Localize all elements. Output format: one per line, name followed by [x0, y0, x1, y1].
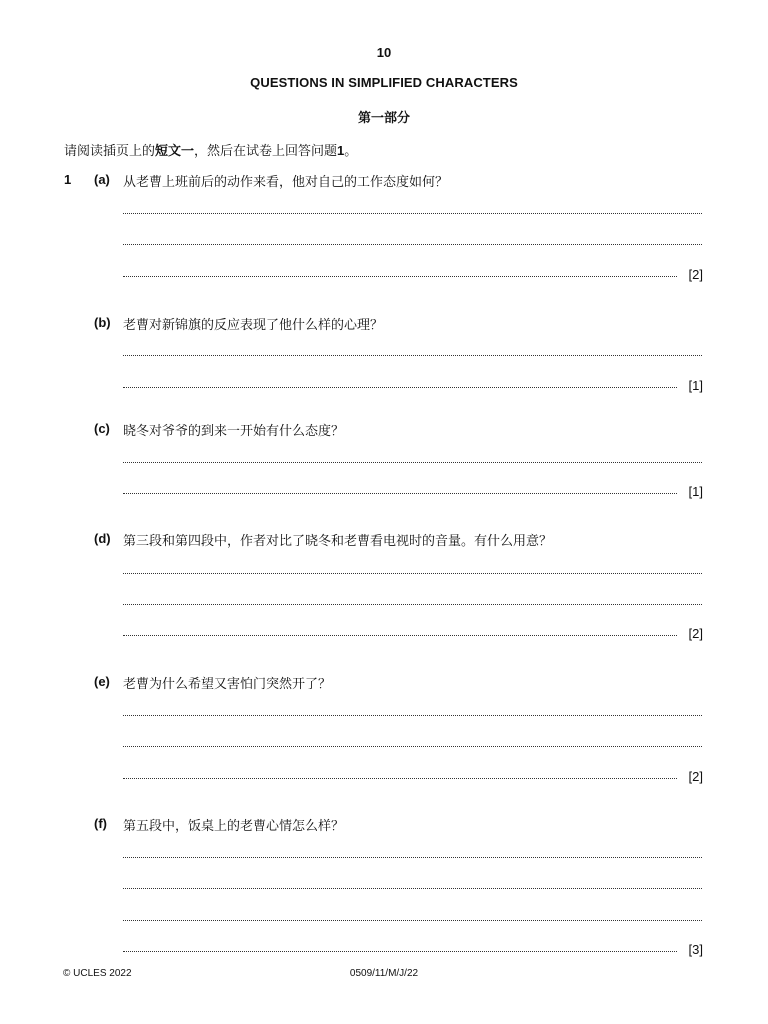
answer-line-c2[interactable]	[123, 493, 677, 494]
answer-line-d1[interactable]	[123, 573, 702, 574]
answer-line-a1[interactable]	[123, 213, 702, 214]
marks-c: [1]	[688, 484, 703, 499]
part-question-f: 第五段中，饭桌上的老曹心情怎么样？	[123, 819, 345, 834]
footer-paper-code: 0509/11/M/J/22	[349, 968, 419, 979]
marks-a: [2]	[688, 267, 703, 282]
answer-line-d3[interactable]	[123, 635, 677, 636]
instruction-passage-name: 短文一	[155, 144, 195, 159]
part-label-d: (d)	[94, 531, 111, 546]
answer-line-d2[interactable]	[123, 604, 702, 605]
question-number: 1	[64, 172, 72, 187]
part-question-d: 第三段和第四段中，作者对比了晓冬和老曹看电视时的音量。有什么用意？	[123, 534, 553, 549]
part-label-f: (f)	[94, 816, 107, 831]
answer-line-e1[interactable]	[123, 715, 702, 716]
footer-copyright: © UCLES 2022	[63, 968, 132, 979]
part-label-c: (c)	[94, 421, 110, 436]
answer-line-b2[interactable]	[123, 387, 677, 388]
answer-line-f3[interactable]	[123, 920, 702, 921]
instruction	[64, 140, 357, 159]
answer-line-a2[interactable]	[123, 244, 702, 245]
answer-line-f4[interactable]	[123, 951, 677, 952]
instruction-text: 请阅读插页上的	[64, 144, 156, 159]
answer-line-f2[interactable]	[123, 888, 702, 889]
instruction-question-number: 1	[337, 143, 345, 158]
part-label-a: (a)	[94, 172, 110, 187]
part-question-b: 老曹对新锦旗的反应表现了他什么样的心理？	[123, 318, 384, 333]
part-question-c: 晓冬对爷爷的到来一开始有什么态度？	[123, 424, 345, 439]
part-label-b: (b)	[94, 315, 111, 330]
answer-line-e2[interactable]	[123, 746, 702, 747]
answer-line-e3[interactable]	[123, 778, 677, 779]
page-number: 10	[376, 45, 392, 60]
answer-line-b1[interactable]	[123, 355, 702, 356]
marks-f: [3]	[688, 942, 703, 957]
marks-d: [2]	[688, 626, 703, 641]
part-question-e: 老曹为什么希望又害怕门突然开了？	[123, 677, 332, 692]
part-label-e: (e)	[94, 674, 110, 689]
part-question-a: 从老曹上班前后的动作来看，他对自己的工作态度如何？	[123, 175, 449, 190]
page-heading: QUESTIONS IN SIMPLIFIED CHARACTERS	[250, 75, 518, 90]
answer-line-f1[interactable]	[123, 857, 702, 858]
answer-line-c1[interactable]	[123, 462, 702, 463]
answer-line-a3[interactable]	[123, 276, 677, 277]
marks-e: [2]	[688, 769, 703, 784]
instruction-end: 。	[344, 144, 358, 159]
marks-b: [1]	[688, 378, 703, 393]
section-title: 第一部分	[357, 111, 410, 126]
instruction-text-2: ，然后在试卷上回答问题	[194, 144, 338, 159]
